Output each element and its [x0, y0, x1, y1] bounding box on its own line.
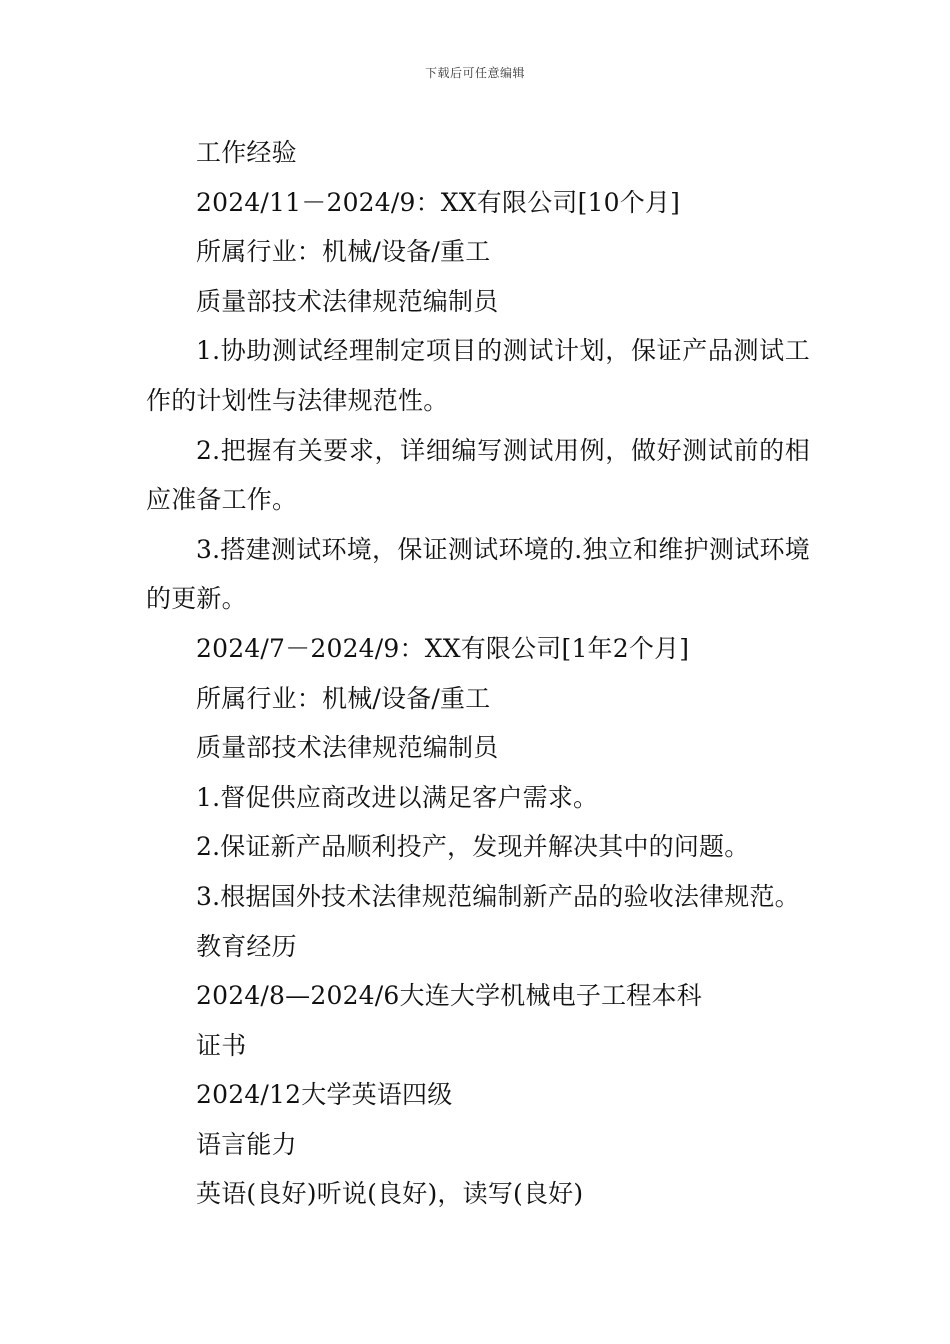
language-entry: 英语(良好)听说(良好)，读写(良好): [196, 1179, 584, 1209]
job-duty-1-3: 3.搭建测试环境，保证测试环境的.独立和维护测试环境的更新。: [146, 534, 810, 614]
document-body: [146, 128, 810, 1219]
job-period-2: 2024/7－2024/9：XX有限公司[1年2个月]: [196, 633, 690, 663]
section-heading-language: 语言能力: [196, 1129, 297, 1159]
job-industry-1: 所属行业：机械/设备/重工: [196, 237, 491, 267]
education-entry: 2024/8—2024/6大连大学机械电子工程本科: [196, 981, 702, 1011]
section-heading-work-experience: 工作经验: [196, 138, 297, 167]
certificate-entry: 2024/12大学英语四级: [196, 1080, 453, 1110]
section-heading-education: 教育经历: [196, 931, 297, 961]
job-period-1: 2024/11－2024/9：XX有限公司[10个月]: [196, 187, 681, 217]
job-duty-2-2: 2.保证新产品顺利投产，发现并解决其中的问题。: [196, 832, 750, 862]
job-duty-1-1: 1.协助测试经理制定项目的测试计划，保证产品测试工作的计划性与法律规范性。: [146, 336, 810, 415]
job-title-2: 质量部技术法律规范编制员: [196, 733, 499, 763]
job-duty-2-3: 3.根据国外技术法律规范编制新产品的验收法律规范。: [196, 881, 800, 911]
job-duty-2-1: 1.督促供应商改进以满足客户需求。: [196, 782, 599, 812]
job-duty-1-2: 2.把握有关要求，详细编写测试用例，做好测试前的相应准备工作。: [146, 435, 810, 515]
page-header-note: 下载后可任意编辑: [424, 66, 525, 80]
section-heading-certificates: 证书: [196, 1030, 247, 1060]
job-industry-2: 所属行业：机械/设备/重工: [196, 683, 491, 713]
job-title-1: 质量部技术法律规范编制员: [196, 286, 499, 316]
